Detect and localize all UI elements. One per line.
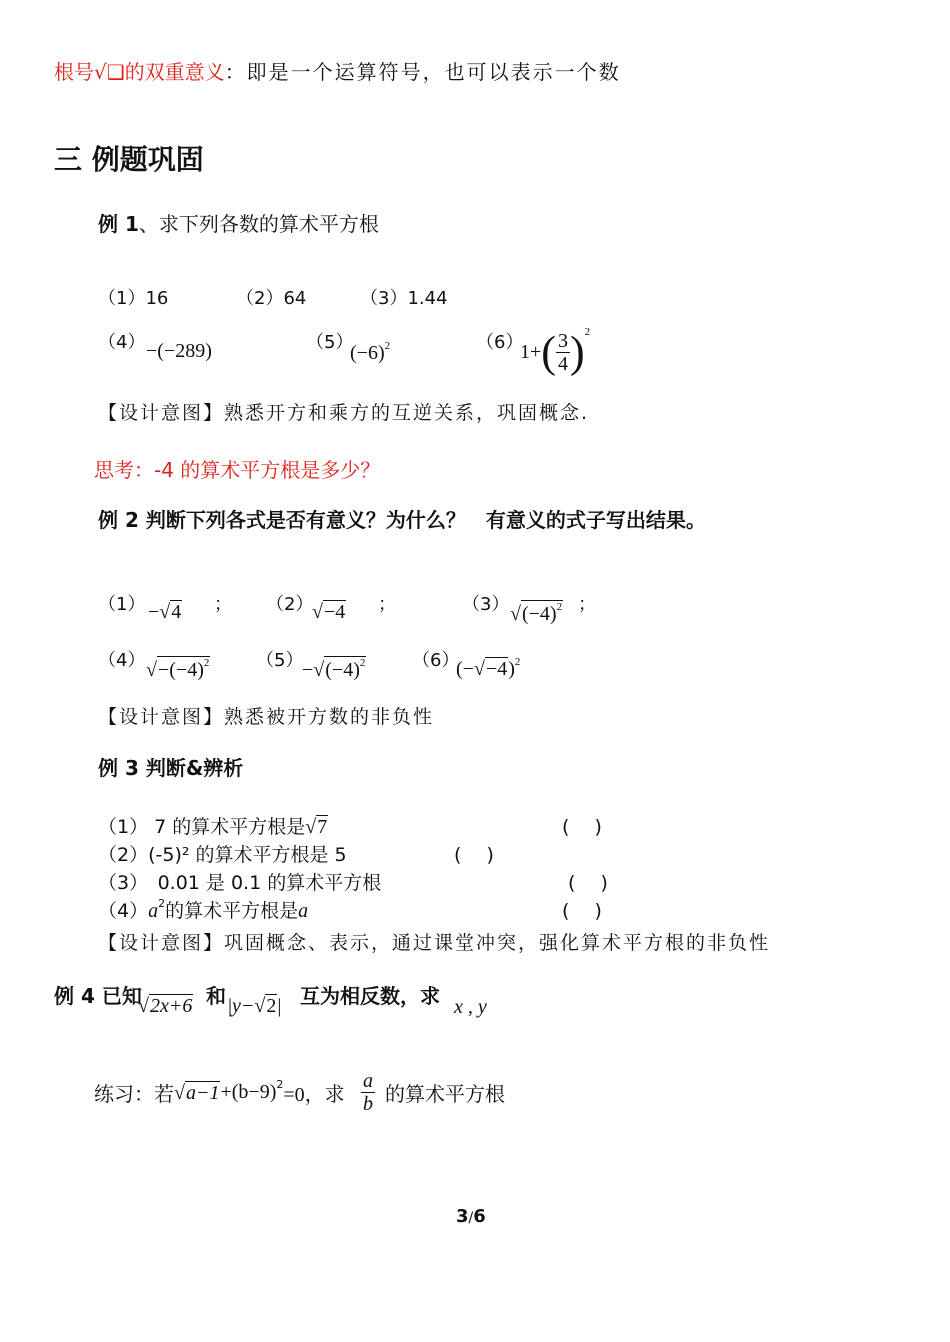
practice-radicand: a−1: [185, 1081, 220, 1104]
sqrt-sign-icon: √: [254, 995, 266, 1017]
ex4-sqrt-expr: [138, 994, 193, 1018]
page-total: 6: [473, 1206, 486, 1227]
ex3-q2: （2）(-5)² 的算术平方根是 5: [98, 844, 347, 866]
ex2-e2-radicand: −4: [323, 601, 346, 623]
ex3-q1-blank[interactable]: ( ): [562, 816, 602, 838]
ex2-e5-exp: 2: [359, 657, 366, 669]
ex2-e3-exp: 2: [556, 601, 563, 613]
ex4-abs-expr: [228, 994, 281, 1018]
sqrt-sign-icon: √: [174, 1081, 185, 1104]
practice-eq: =0，求: [283, 1084, 345, 1106]
ex2-e5-bar: [324, 656, 366, 682]
practice-num: a: [363, 1070, 374, 1092]
ex2-e1: [148, 600, 182, 624]
sqrt-sign-icon: √: [305, 816, 317, 838]
ex2-e1-radicand: 4: [171, 601, 182, 623]
intro-line: [54, 56, 621, 85]
ex2-e2: [312, 600, 346, 624]
ex3-q4-mid: 的算术平方根是: [165, 900, 299, 922]
ex4-pre: 例 4 已知: [54, 984, 142, 1008]
sqrt-sign-icon: √: [312, 601, 323, 623]
ex2-l2: （2）: [266, 594, 314, 615]
ex1-item4-expr: −(−289): [146, 340, 212, 362]
ex4-radicand: 2x+6: [149, 995, 193, 1017]
ex2-design-note: 【设计意图】熟悉被开方数的非负性: [98, 706, 435, 728]
ex2-e3-bar: [521, 600, 563, 626]
sqrt-sign-icon: √: [138, 995, 149, 1017]
intro-black-text: ：即是一个运算符号，也可以表示一个数: [224, 60, 621, 84]
ex2-e4-exp: 2: [203, 657, 210, 669]
ex1-item6-label: （6）: [476, 332, 524, 353]
ex2-e6-radicand: −4: [485, 658, 508, 680]
ex3-q1-text: （1） 7 的算术平方根是: [98, 816, 306, 838]
ex3-q1: [98, 812, 328, 839]
ex3-q4-exp: 2: [158, 897, 166, 910]
ex1-item3: （3）1.44: [360, 288, 448, 309]
abs-bar-left: |: [228, 995, 233, 1017]
ex3-q1-radicand: 7: [317, 816, 328, 838]
ex1-item5-exp: 2: [384, 340, 391, 352]
ex3-q1-sqrt: [305, 815, 328, 839]
ex1-item6-fraction: [556, 330, 570, 375]
ex1-title-text: 、求下列各数的算术平方根: [138, 212, 379, 236]
ex1-design-note: 【设计意图】熟悉开方和乘方的互逆关系，巩固概念.: [98, 402, 590, 424]
ex1-label: 例 1: [98, 212, 139, 236]
ex1-item5-label: （5）: [306, 332, 354, 353]
ex1-item6-lparen: (: [541, 327, 556, 377]
practice-sqrt: [174, 1081, 220, 1105]
ex2-sep3: ；: [578, 594, 596, 615]
ex3-q2-blank[interactable]: ( ): [454, 844, 494, 866]
practice-pre: 练习：若: [94, 1082, 174, 1106]
ex3-q4-pre: （4）: [98, 900, 149, 922]
ex2-e6-sqrt: [474, 657, 508, 681]
ex1-item5: [350, 340, 390, 365]
sqrt-sign-icon: √: [146, 659, 157, 681]
ex2-e5-pre: −: [302, 659, 314, 681]
ex2-title: 例 2 判断下列各式是否有意义？为什么？ 有意义的式子写出结果。: [98, 508, 706, 532]
ex4-abs-sqrt: [254, 994, 277, 1018]
ex1-item6-den: 4: [557, 352, 568, 375]
ex4-abs-radicand: 2: [266, 995, 277, 1017]
page-current: 3: [456, 1206, 469, 1227]
ex1-item6-expr: 1+: [520, 340, 542, 363]
ex2-e5-sqrt: [313, 656, 366, 682]
ex1-title: [98, 208, 379, 237]
practice-post: 的算术平方根: [385, 1082, 506, 1106]
practice-plus: +(b−9): [220, 1081, 277, 1103]
ex3-q3-blank[interactable]: ( ): [568, 872, 608, 894]
sqrt-sign-icon: √: [473, 658, 485, 680]
ex4-abs-var: y−: [232, 995, 255, 1017]
ex4-mid: 互为相反数，求: [300, 984, 440, 1008]
ex2-l5: （5）: [256, 650, 304, 671]
ex4-and: 和: [206, 984, 226, 1008]
ex2-e6-exp: 2: [514, 656, 521, 668]
ex2-e5: [302, 656, 366, 682]
ex3-q4-blank[interactable]: ( ): [562, 900, 602, 922]
ex3-design-note: 【设计意图】巩固概念、表示，通过课堂冲突，强化算术平方根的非负性: [98, 932, 771, 954]
ex3-title: 例 3 判断&辨析: [98, 756, 244, 780]
ex2-e4-radicand: −(−4): [157, 659, 204, 681]
ex2-l1: （1）: [98, 594, 146, 615]
ex1-item6-exp: 2: [584, 326, 591, 338]
page-sep: /: [468, 1210, 474, 1226]
ex3-q4-end: a: [298, 900, 309, 922]
practice-line: [94, 1070, 505, 1115]
section-title: 三 例题巩固: [54, 143, 204, 176]
ex2-e4-sqrt: [146, 656, 210, 682]
ex2-e1-sqrt: [159, 600, 182, 624]
ex2-e4: [146, 656, 210, 682]
page-number: [456, 1206, 486, 1227]
ex2-e6: [456, 656, 520, 681]
ex3-q3: （3） 0.01 是 0.1 的算术平方根: [98, 872, 382, 894]
ex1-item4-label: （4）: [98, 332, 146, 353]
sqrt-sign-icon: √: [159, 601, 171, 623]
ex2-sep1: ；: [214, 594, 232, 615]
ex2-e1-pre: −: [148, 601, 160, 623]
ex2-e3: [510, 600, 563, 626]
practice-exp: 2: [276, 1078, 284, 1091]
ex2-e4-bar: [157, 656, 210, 682]
ex3-q4-var: a: [148, 900, 159, 922]
ex1-item6: [520, 326, 590, 375]
ex2-e6-open: (−: [456, 658, 474, 680]
ex2-l3: （3）: [462, 594, 510, 615]
ex1-item6-num: 3: [557, 329, 568, 352]
ex2-l6: （6）: [412, 650, 460, 671]
ex4-vars: x , y: [454, 996, 487, 1018]
abs-bar-right: |: [277, 995, 282, 1017]
ex2-e3-radicand: (−4): [521, 603, 557, 625]
ex2-e6-close: ): [508, 658, 515, 680]
ex2-e2-sqrt: [312, 600, 346, 624]
ex4-sqrt: [138, 994, 193, 1018]
ex2-l4: （4）: [98, 650, 146, 671]
intro-red-text: 根号√❑的双重意义: [54, 60, 225, 84]
sqrt-sign-icon: √: [510, 603, 521, 625]
ex3-q4: [98, 896, 308, 923]
practice-fraction: [361, 1070, 375, 1115]
ex2-e5-radicand: (−4): [325, 659, 360, 681]
practice-den: b: [363, 1093, 374, 1115]
ex1-item5-expr: (−6): [350, 342, 385, 364]
ex1-item1: （1）16: [98, 288, 169, 309]
ex1-item6-rparen: ): [569, 327, 585, 377]
sqrt-sign-icon: √: [313, 659, 325, 681]
ex2-sep2: ；: [378, 594, 396, 615]
ex1-item2: （2）64: [236, 288, 307, 309]
ex2-e3-sqrt: [510, 600, 563, 626]
ex1-think-note: 思考：-4 的算术平方根是多少？: [94, 458, 381, 482]
